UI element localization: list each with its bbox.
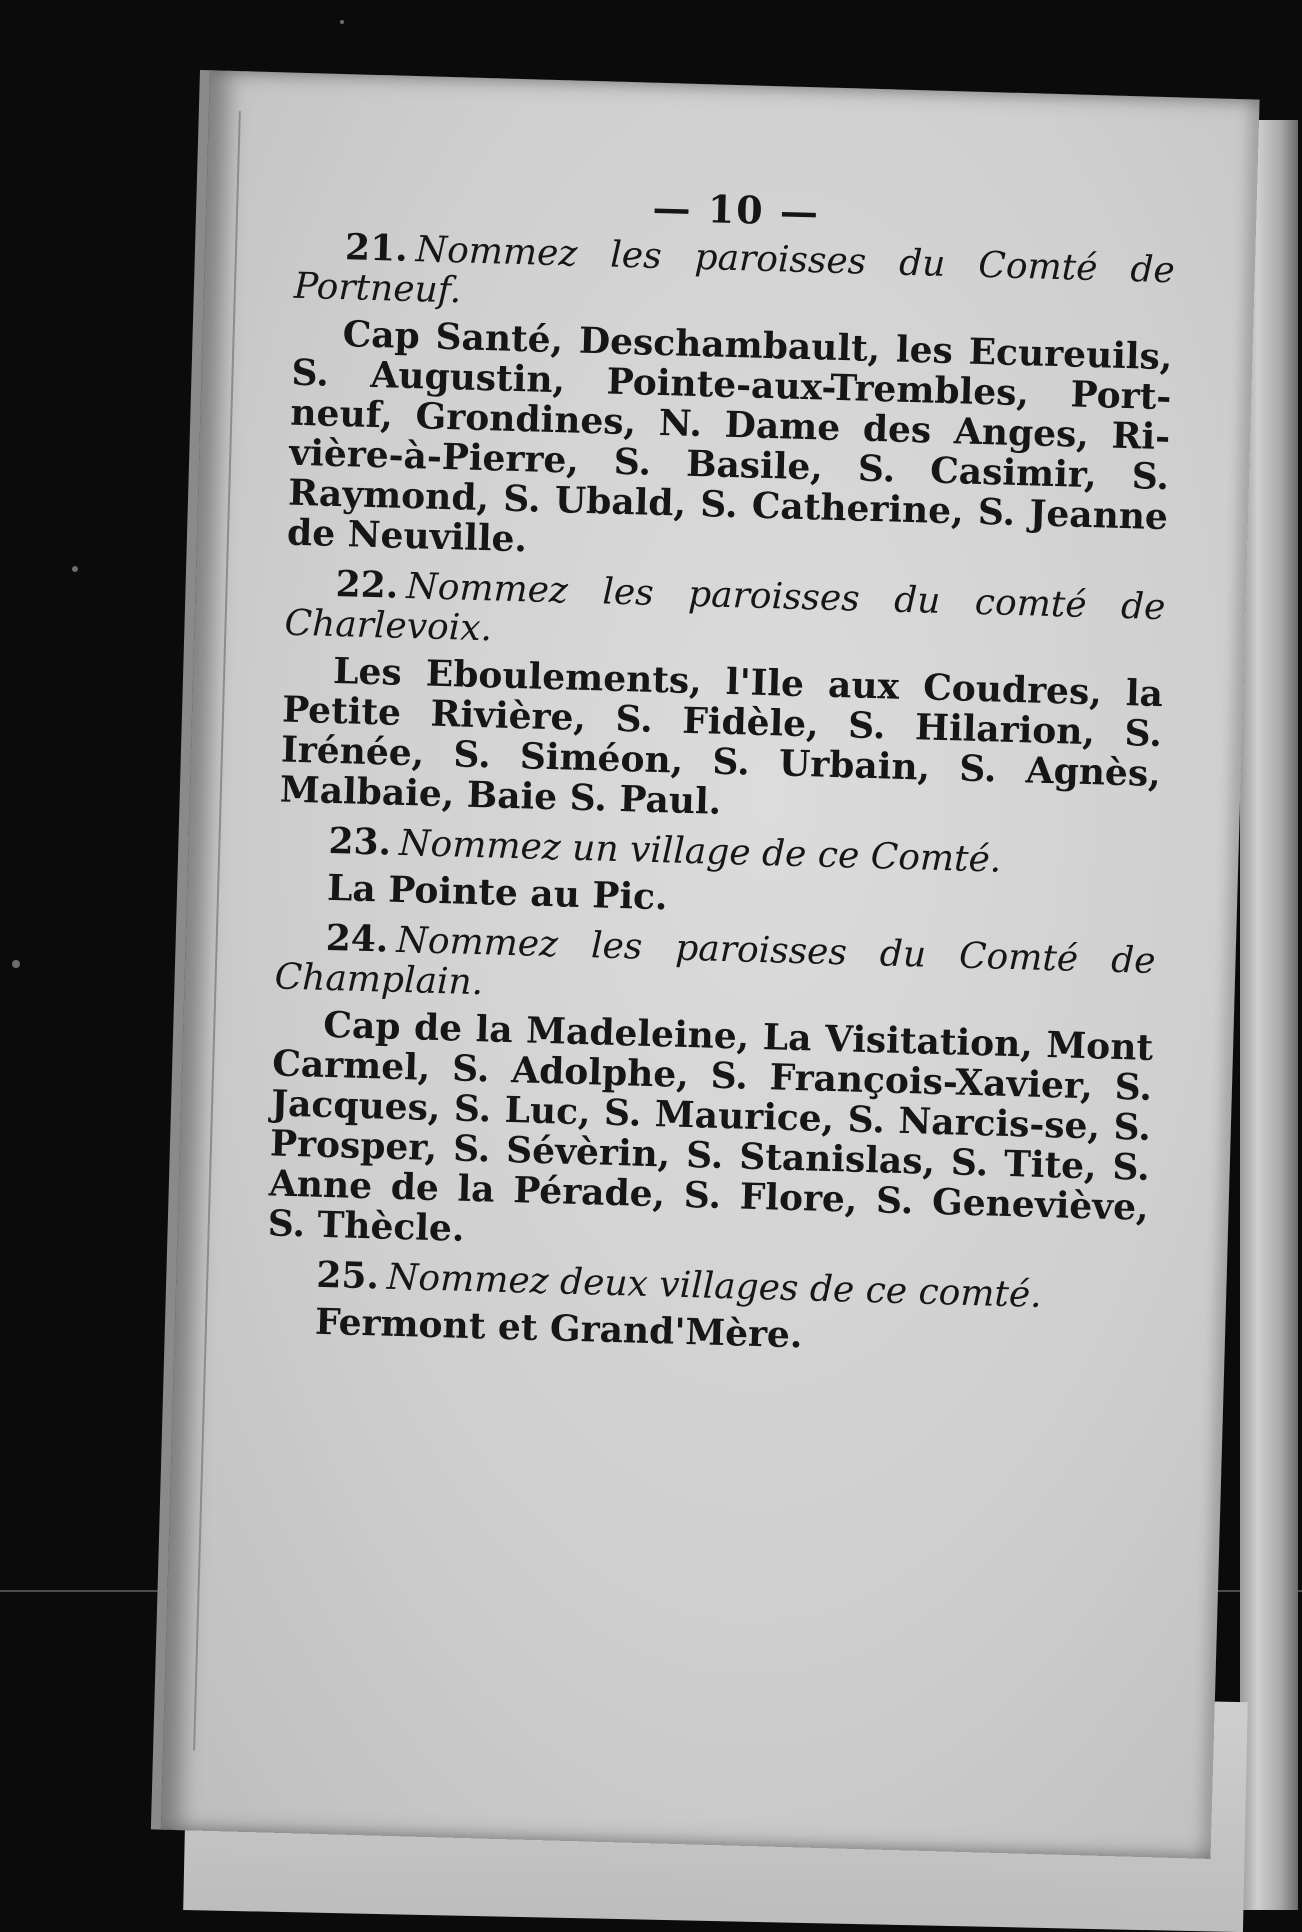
question-text: Nommez les paroisses du comté de Charlevoix. [284,565,1166,650]
page-gutter-line [193,111,241,1750]
page-number: — 10 — [652,184,821,235]
page-text [264,178,1176,1375]
question-number: 23. [327,819,392,864]
answer-22: Les Eboulements, l'Ile aux Coudres, la Petite Rivière, S. Fidèle, S. Hilarion, S. Irénée, S. Siméon, S. Urbain, S. Agnès, Malbaie, Baie S. Paul. [279,649,1164,823]
question-text: Nommez un village de ce Comté. [398,822,1002,881]
question-number: 21. [344,226,409,270]
answer-21: Cap Santé, Deschambault, les Ecureuils, S. Augustin, Pointe-aux-Trembles, Port-neuf, Grondines, N. Dame des Anges, Ri-vière-à-Pierre, S. Basile, S. Casimir, S. Raymond, S. Ubald, S. Catherine, S. Jeanne de Neuville. [286,313,1173,561]
question-text: Nommez deux villages de ce comté. [386,1256,1043,1316]
answer-25: Fermont et Grand'Mère. [314,1300,804,1357]
scan-speck [72,566,78,572]
question-text: Nommez les paroisses du Comté de Champlain. [274,919,1157,1004]
question-number: 25. [315,1253,380,1298]
scan-speck [340,20,344,24]
question-number: 24. [325,916,390,961]
answer-23: La Pointe au Pic. [326,866,669,919]
answer-24: Cap de la Madeleine, La Visitation, Mont Carmel, S. Adolphe, S. François-Xavier, S. Jacques, S. Luc, S. Maurice, S. Narcis-se, S. Prosper, S. Sévèrin, S. Stanislas, S. Tite, S. Anne de la Pérade, S. Flore, S. Geneviève, S. Thècle. [267,1003,1154,1250]
scan-speck [12,960,20,968]
question-number: 22. [335,562,399,607]
question-text: Nommez les paroisses du Comté de Portneuf. [293,229,1176,312]
book-page [151,70,1260,1859]
